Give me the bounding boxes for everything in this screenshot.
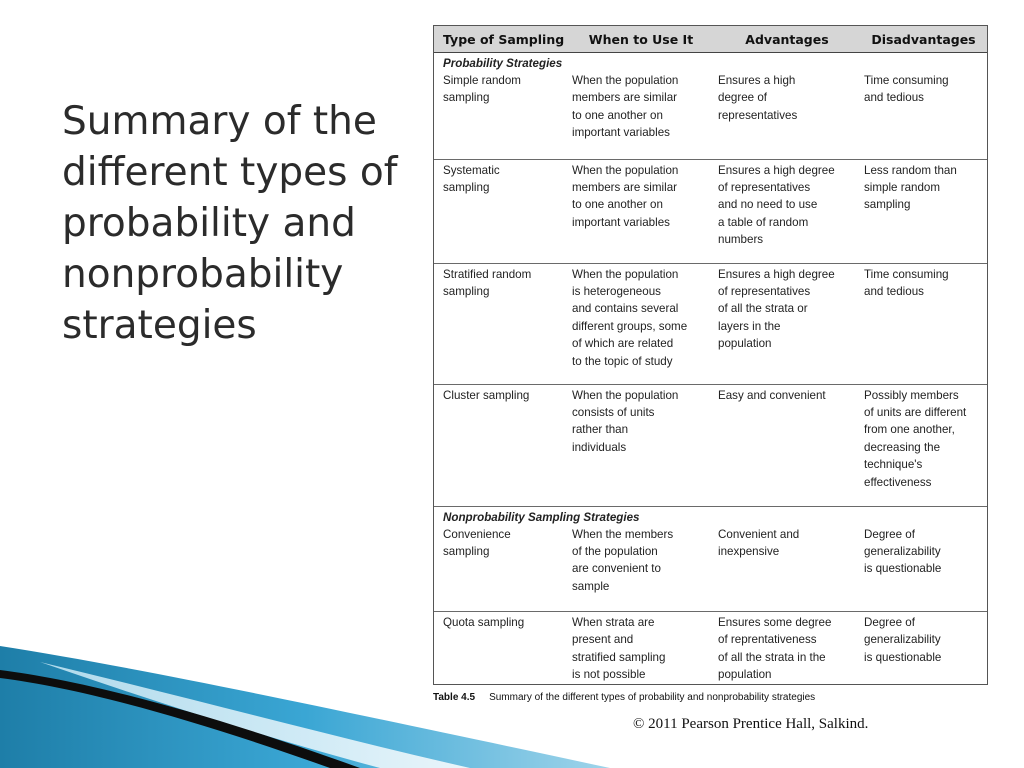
copyright-notice: © 2011 Pearson Prentice Hall, Salkind. xyxy=(633,716,869,732)
header-disadvantages: Disadvantages xyxy=(860,26,987,53)
cell-type: Simple random sampling xyxy=(434,70,568,159)
cell-when: When the members of the population are convenient to sample xyxy=(568,524,714,612)
section-label-row xyxy=(434,53,987,71)
cell-type: Systematic sampling xyxy=(434,159,568,263)
cell-disadvantages: Degree of generalizability is questionable xyxy=(860,524,987,612)
section-label-row xyxy=(434,506,987,524)
cell-disadvantages: Degree of generalizability is questionable xyxy=(864,616,942,664)
cell-disadvantages: Less random than simple random sampling xyxy=(860,159,987,263)
cell-when: When the population is heterogeneous and contains several different groups, some of which are related to the topic of study xyxy=(568,263,714,384)
cell-type: Quota sampling xyxy=(443,616,525,629)
cell-advantages: Ensures a high degree of representatives xyxy=(714,70,860,159)
cell-when: When the population members are similar to one another on important variables xyxy=(568,70,714,159)
table-row xyxy=(434,384,987,506)
decorative-swoosh xyxy=(0,640,620,768)
cell-when: When the population members are similar to one another on important variables xyxy=(568,159,714,263)
sampling-table xyxy=(433,25,988,685)
section-label-nonprobability: Nonprobability Sampling Strategies xyxy=(443,510,640,524)
header-type-of-sampling: Type of Sampling xyxy=(434,26,568,53)
table-row xyxy=(434,159,987,263)
table-header-row xyxy=(434,26,987,53)
cell-advantages: Ensures a high degree of representatives of all the strata or layers in the population xyxy=(714,263,860,384)
cell-advantages: Convenient and inexpensive xyxy=(714,524,860,612)
section-label-probability: Probability Strategies xyxy=(443,57,563,70)
cell-advantages: Ensures a high degree of representatives and no need to use a table of random numbers xyxy=(714,159,860,263)
header-advantages: Advantages xyxy=(714,26,860,53)
caption-label: Table 4.5 xyxy=(433,692,476,703)
header-when-to-use: When to Use It xyxy=(568,26,714,53)
table-row xyxy=(434,70,987,159)
cell-disadvantages: Time consuming and tedious xyxy=(860,70,987,159)
slide-title: Summary of the different types of probability and nonprobability strategies xyxy=(62,99,398,348)
cell-when: When the population consists of units rather than individuals xyxy=(568,384,714,506)
cell-type: Stratified random sampling xyxy=(434,263,568,384)
cell-advantages: Ensures some degree of reprentativeness of all the strata in the population xyxy=(718,616,832,682)
cell-type: Cluster sampling xyxy=(434,384,568,506)
table-row xyxy=(434,263,987,384)
table-row xyxy=(434,524,987,612)
cell-disadvantages: Time consuming and tedious xyxy=(860,263,987,384)
caption-text: Summary of the different types of probability and nonprobability strategies xyxy=(489,692,816,703)
cell-advantages: Easy and convenient xyxy=(714,384,860,506)
cell-disadvantages: Possibly members of units are different from one another, decreasing the technique's effectiveness xyxy=(860,384,987,506)
cell-type: Convenience sampling xyxy=(434,524,568,612)
cell-when: When strata are present and stratified sampling is not possible xyxy=(572,616,666,682)
